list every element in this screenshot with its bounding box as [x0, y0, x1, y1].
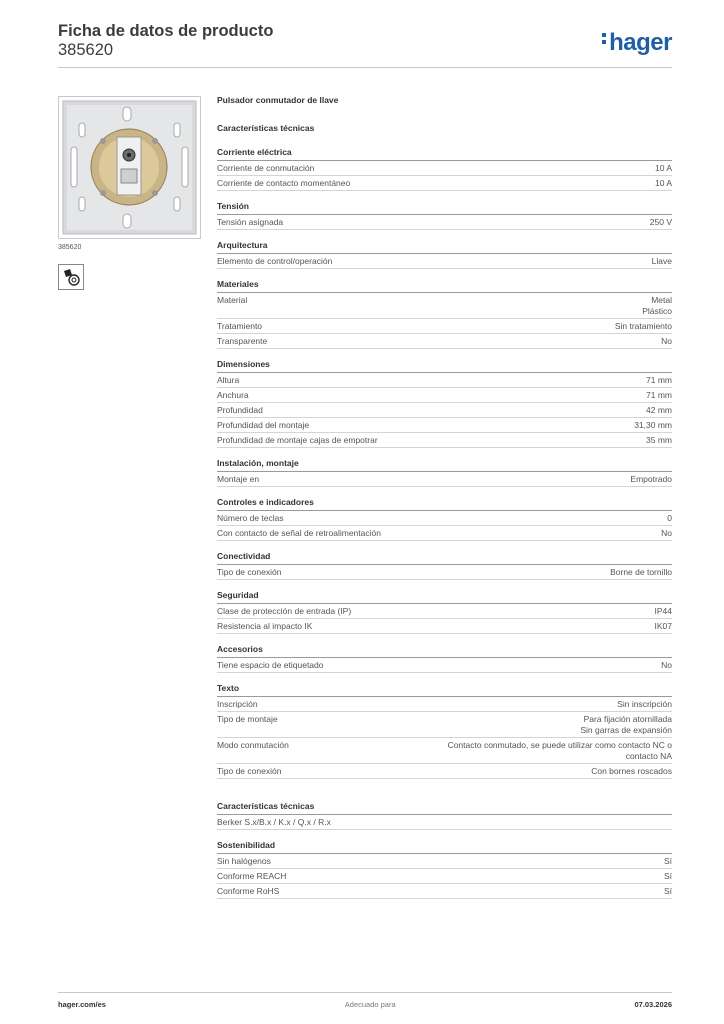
section-title: Instalación, montaje	[217, 458, 672, 472]
spec-value-line: Metal	[651, 295, 672, 305]
spec-label: Elemento de control/operación	[217, 256, 333, 266]
section-title: Sostenibilidad	[217, 840, 672, 854]
spec-section	[217, 840, 672, 899]
footer-suitable-for: Adecuado para	[344, 1000, 396, 1009]
spec-value-line: 31,30 mm	[634, 420, 672, 430]
spec-value	[646, 390, 672, 401]
spec-row	[217, 619, 672, 634]
spec-section	[217, 123, 672, 137]
spec-row	[217, 293, 672, 319]
spec-label: Transparente	[217, 336, 268, 346]
spec-value	[646, 375, 672, 386]
section-title: Arquitectura	[217, 240, 672, 254]
spec-value-line: Borne de tornillo	[610, 567, 672, 577]
spec-row	[217, 658, 672, 673]
spec-value-line: 250 V	[649, 217, 672, 227]
section-title: Texto	[217, 683, 672, 697]
spec-row	[217, 373, 672, 388]
section-title: Seguridad	[217, 590, 672, 604]
spec-value-line: IK07	[654, 621, 672, 631]
spec-row	[217, 472, 672, 487]
spec-value-line: 35 mm	[646, 435, 672, 445]
spec-value-line: 0	[667, 513, 672, 523]
section-title: Características técnicas	[217, 123, 315, 133]
section-title: Accesorios	[217, 644, 672, 658]
spec-label: Tensión asignada	[217, 217, 284, 227]
spec-label: Corriente de contacto momentáneo	[217, 178, 351, 188]
spec-label: Tipo de montaje	[217, 714, 278, 724]
spec-value-line: No	[661, 660, 672, 670]
spec-section	[217, 279, 672, 349]
document-title: Ficha de datos de producto	[58, 22, 274, 40]
spec-value	[646, 405, 672, 416]
section-title: Dimensiones	[217, 359, 672, 373]
spec-row	[217, 854, 672, 869]
section-title: Características técnicas	[217, 801, 672, 815]
spec-row	[217, 254, 672, 269]
spec-value-line: 71 mm	[646, 390, 672, 400]
spec-row	[217, 712, 672, 738]
spec-section	[217, 644, 672, 673]
spec-label: Modo conmutación	[217, 740, 289, 750]
spec-value-line: Contacto conmutado, se puede utilizar como contacto NC o	[447, 740, 672, 750]
spec-row	[217, 697, 672, 712]
spec-value	[646, 435, 672, 446]
spec-section	[217, 497, 672, 541]
spec-row	[217, 869, 672, 884]
spec-row	[217, 403, 672, 418]
spec-value	[664, 856, 672, 867]
spec-label: Resistencia al impacto IK	[217, 621, 313, 631]
spec-value-line: No	[661, 528, 672, 538]
spec-value	[630, 474, 672, 485]
spec-row	[217, 176, 672, 191]
spec-row	[217, 764, 672, 779]
section-title: Controles e indicadores	[217, 497, 672, 511]
spec-value-line: 10 A	[654, 163, 672, 173]
spec-value	[580, 714, 672, 736]
spec-value-line: 71 mm	[646, 375, 672, 385]
spec-label: Profundidad	[217, 405, 263, 415]
spec-value	[650, 217, 672, 228]
spec-value	[634, 420, 672, 431]
product-number: 385620	[58, 41, 114, 59]
spec-value	[664, 871, 672, 882]
logo-dots-icon	[602, 30, 607, 47]
spec-label: Tipo de conexión	[217, 766, 282, 776]
footer-date: 07.03.2026	[634, 1000, 672, 1009]
spec-value	[617, 699, 672, 710]
spec-value	[610, 567, 672, 578]
spec-value-line: Con bornes roscados	[591, 766, 672, 776]
spec-value-line: Sin tratamiento	[614, 321, 672, 331]
section-title: Materiales	[217, 279, 672, 293]
spec-value	[661, 336, 672, 347]
spec-row	[217, 511, 672, 526]
spec-label: Sin halógenos	[217, 856, 271, 866]
section-title: Conectividad	[217, 551, 672, 565]
spec-value	[655, 621, 673, 632]
spec-section	[217, 240, 672, 269]
spec-value-line: Sí	[663, 871, 672, 881]
spec-row	[217, 418, 672, 433]
spec-value-line: 10 A	[654, 178, 672, 188]
spec-value-line: Sin inscripción	[617, 699, 672, 709]
spec-value	[591, 766, 672, 777]
spec-section	[217, 201, 672, 230]
spec-section	[217, 359, 672, 448]
spec-value	[655, 606, 673, 617]
image-caption: 385620	[58, 244, 82, 251]
spec-value	[655, 163, 672, 174]
spec-label: Montaje en	[217, 474, 260, 484]
spec-value	[661, 660, 672, 671]
spec-row	[217, 433, 672, 448]
spec-value-line: Llave	[651, 256, 672, 266]
spec-value	[667, 513, 672, 524]
footer-website-link[interactable]: hager.com/es	[58, 1000, 106, 1009]
spec-value-line: Para fijación atornillada	[583, 714, 672, 724]
spec-value-line: Sí	[663, 856, 672, 866]
spec-value	[642, 295, 672, 317]
key-switch-symbol-icon	[58, 264, 84, 290]
spec-row	[217, 334, 672, 349]
product-image	[58, 96, 201, 239]
spec-value-line: No	[661, 336, 672, 346]
spec-label: Con contacto de señal de retroalimentación	[217, 528, 381, 538]
product-name: Pulsador conmutador de llave	[217, 95, 339, 105]
spec-row	[217, 565, 672, 580]
spec-value	[615, 321, 672, 332]
spec-label: Anchura	[217, 390, 249, 400]
spec-value-line: Empotrado	[630, 474, 672, 484]
spec-value	[448, 740, 672, 762]
spec-label: Tratamiento	[217, 321, 263, 331]
spec-row	[217, 815, 672, 830]
page-header	[58, 22, 672, 68]
spec-value-line: Plástico	[642, 306, 672, 316]
logo-text: hager	[609, 29, 672, 56]
spec-table	[217, 95, 672, 899]
spec-label: Corriente de conmutación	[217, 163, 315, 173]
spec-value-line: 42 mm	[646, 405, 672, 415]
spec-label: Altura	[217, 375, 240, 385]
spec-section	[217, 551, 672, 580]
spec-value-line: Sí	[663, 886, 672, 896]
spec-label: Conforme RoHS	[217, 886, 280, 896]
spec-label: Profundidad del montaje	[217, 420, 310, 430]
spec-label: Inscripción	[217, 699, 258, 709]
spec-value	[664, 886, 672, 897]
key-switch-insert-icon	[59, 97, 200, 238]
spec-row	[217, 738, 672, 764]
spec-value	[652, 256, 672, 267]
spec-label: Número de teclas	[217, 513, 284, 523]
spec-label: Clase de protección de entrada (IP)	[217, 606, 352, 616]
spec-section	[217, 458, 672, 487]
spec-label: Berker S.x/B.x / K.x / Q.x / R.x	[217, 817, 331, 827]
section-title: Tensión	[217, 201, 672, 215]
spec-row	[217, 215, 672, 230]
spec-label: Conforme REACH	[217, 871, 287, 881]
spec-row	[217, 161, 672, 176]
spec-section	[217, 590, 672, 634]
spec-row	[217, 604, 672, 619]
spec-label: Tiene espacio de etiquetado	[217, 660, 324, 670]
spec-value-line: contacto NA	[625, 751, 672, 761]
spec-value	[661, 528, 672, 539]
section-title: Corriente eléctrica	[217, 147, 672, 161]
spec-section	[217, 801, 672, 830]
spec-row	[217, 388, 672, 403]
hager-logo	[602, 29, 672, 57]
spec-label: Tipo de conexión	[217, 567, 282, 577]
spec-row	[217, 526, 672, 541]
spec-row	[217, 319, 672, 334]
spec-section	[217, 147, 672, 191]
page-footer	[58, 992, 672, 1009]
spec-label: Material	[217, 295, 248, 305]
spec-value-line: Sin garras de expansión	[580, 725, 672, 735]
spec-row	[217, 884, 672, 899]
spec-section	[217, 683, 672, 779]
spec-value	[655, 178, 672, 189]
spec-value-line: IP44	[654, 606, 672, 616]
spec-label: Profundidad de montaje cajas de empotrar	[217, 435, 378, 445]
